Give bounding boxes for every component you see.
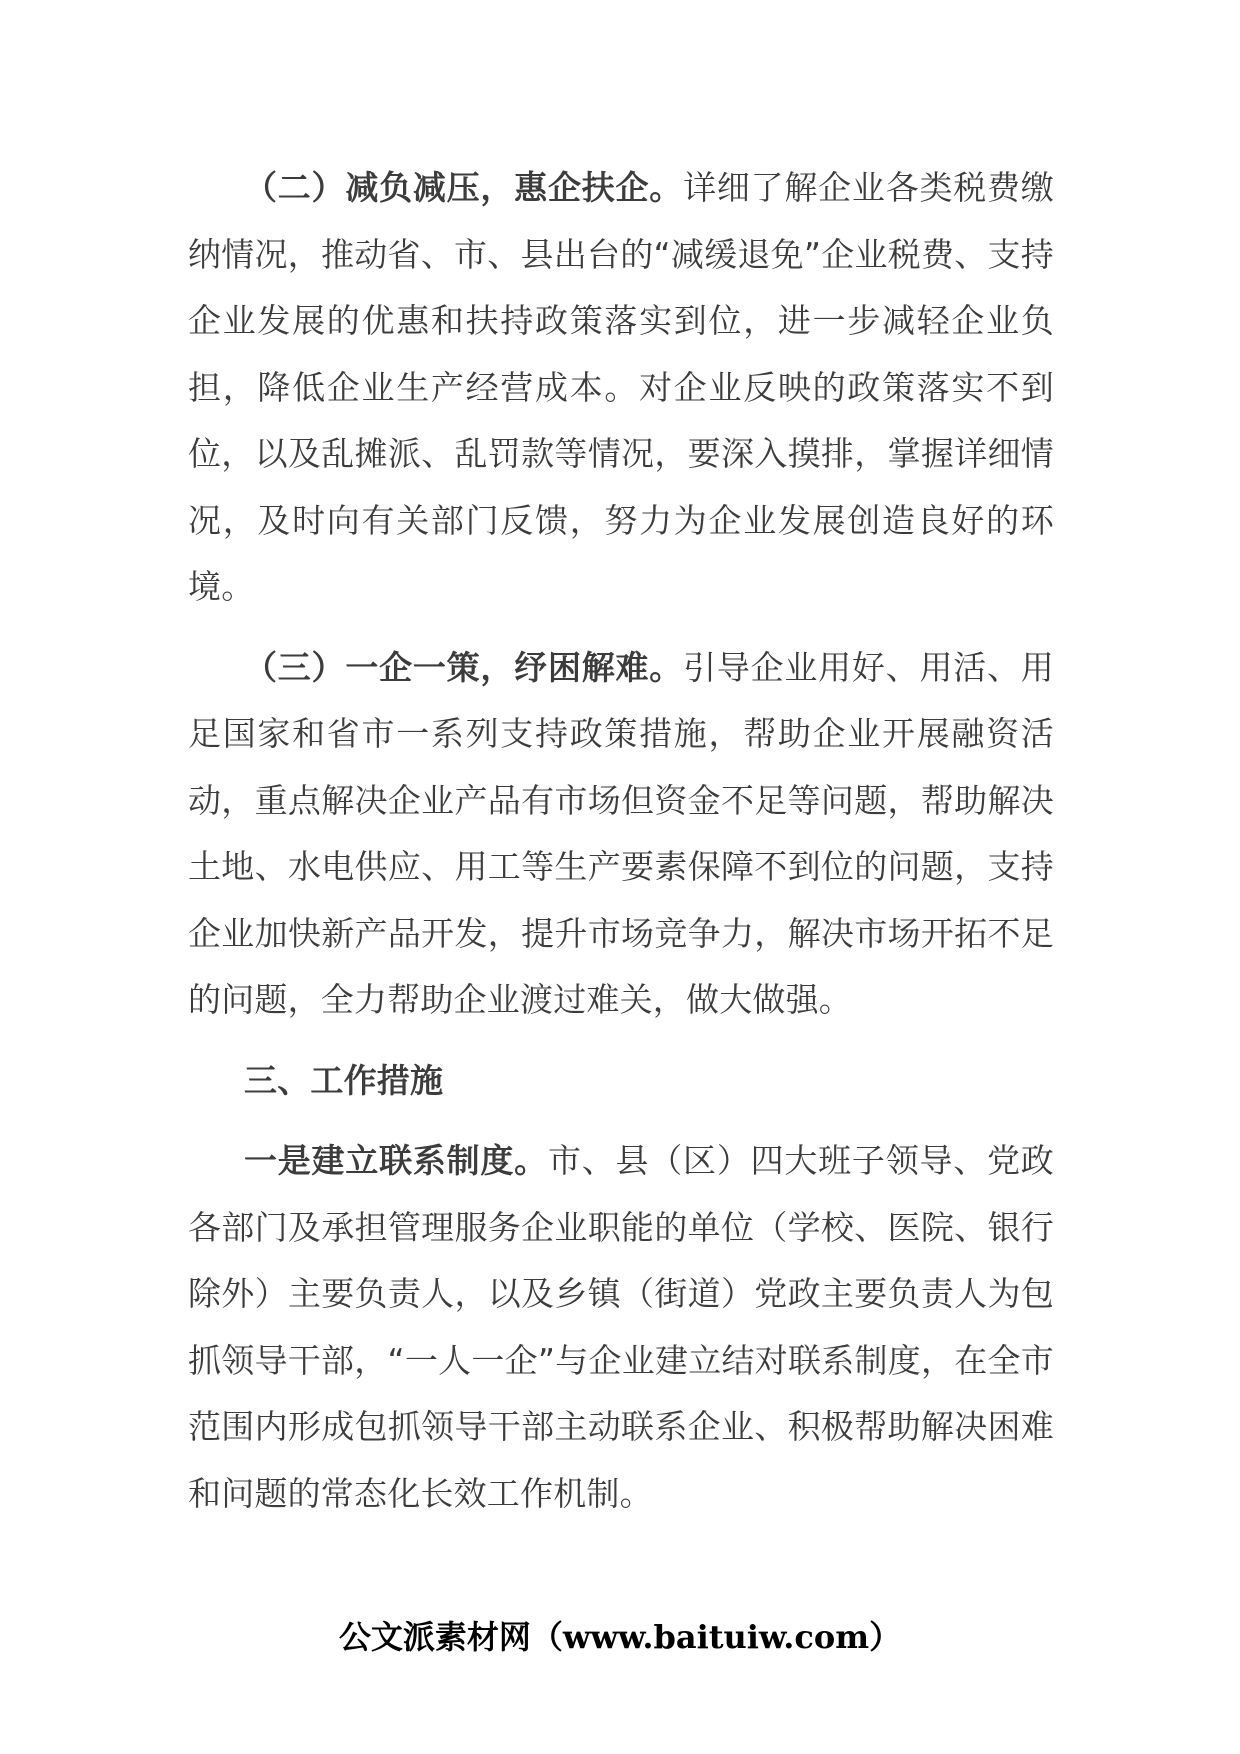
paragraph-contact-system xyxy=(188,1128,1054,1527)
paragraph-lead: 一是建立联系制度。 xyxy=(244,1141,548,1180)
paragraph-text: 市、县（区）四大班子领导、党政各部门及承担管理服务企业职能的单位（学校、医院、银行除外）主要负责人，以及乡镇（街道）党政主要负责人为包抓领导干部，“一人一企”与企业建立结对联系制度，在全市范围内形成包抓领导干部主动联系企业、积极帮助解决困难和问题的常态化长效工作机制。 xyxy=(188,1141,1054,1513)
paragraph-text: 详细了解企业各类税费缴纳情况，推动省、市、县出台的“减缓退免”企业税费、支持企业发展的优惠和扶持政策落实到位，进一步减轻企业负担，降低企业生产经营成本。对企业反映的政策落实不到位，以及乱摊派、乱罚款等情况，要深入摸排，掌握详细情况，及时向有关部门反馈，努力为企业发展创造良好的环境。 xyxy=(188,168,1054,606)
paragraph-reduce-burden xyxy=(188,155,1054,621)
paragraph-one-policy xyxy=(188,635,1054,1034)
paragraph-lead: （三）一企一策，纾困解难。 xyxy=(244,647,684,687)
paragraph-lead: （二）减负减压，惠企扶企。 xyxy=(244,168,684,207)
section-heading-measures: 三、工作措施 xyxy=(244,1060,444,1100)
document-body xyxy=(188,155,1054,1527)
paragraph-text: 引导企业用好、用活、用足国家和省市一系列支持政策措施，帮助企业开展融资活动，重点解决企业产品有市场但资金不足等问题，帮助解决土地、水电供应、用工等生产要素保障不到位的问题，支持企业加快新产品开发，提升市场竞争力，解决市场开拓不足的问题，全力帮助企业渡过难关，做大做强。 xyxy=(188,647,1054,1019)
footer-watermark: 公文派素材网（www.baituiw.com） xyxy=(338,1618,902,1656)
